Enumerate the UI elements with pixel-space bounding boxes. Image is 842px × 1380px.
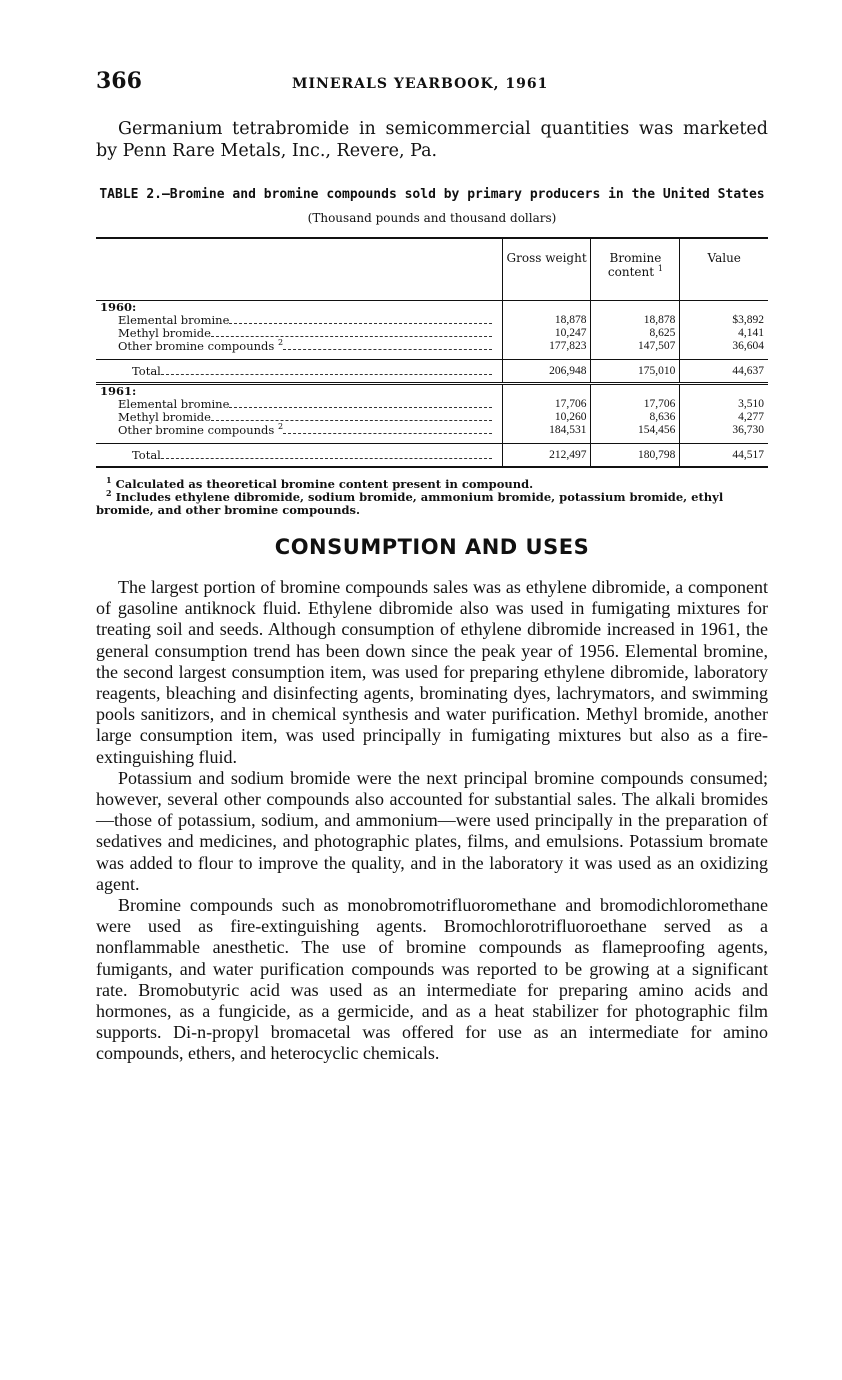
value-total: 44,517 <box>680 444 768 468</box>
bromine-content-total: 175,010 <box>591 360 680 384</box>
bromine-content-cell: 8,625 <box>591 327 680 340</box>
gross-weight-cell: 184,531 <box>502 424 591 437</box>
year-label: 1960: <box>100 300 137 314</box>
year-row-1960 <box>96 301 768 315</box>
page-number: 366 <box>96 68 142 94</box>
running-title: MINERALS YEARBOOK, 1961 <box>292 76 549 92</box>
table-row <box>96 424 768 437</box>
row-label: Elemental bromine <box>118 397 230 411</box>
gross-weight-cell: 10,260 <box>502 411 591 424</box>
row-label: Other bromine compounds <box>118 423 275 437</box>
gross-weight-total: 212,497 <box>502 444 591 468</box>
body-paragraph: The largest portion of bromine compounds sales was as ethylene dibromide, a component of gasoline antiknock fluid. Ethylene dibromide also was used in fumigating mixtures for treating soil and seeds. Although consumption of ethylene dibromide increased in 1961, the general consumption trend has been down since the peak year of 1956. Elemental bromine, the second largest consumption item, was used for preparing ethylene dibromide, laboratory reagents, bleaching and disinfecting agents, brominating dyes, lachrymators, and swimming pools sanitizors, and in chemical synthesis and water purification. Methyl bromide, another large consumption item, was used principally in fumigating mixtures but also as a fire-extinguishing fluid. <box>96 577 768 767</box>
total-label: Total <box>132 363 161 378</box>
body-paragraph: Potassium and sodium bromide were the next principal bromine compounds consumed; however, several other compounds also accounted for substantial sales. The alkali bromides—those of potassium, sodium, and ammonium—were used principally in the preparation of sedatives and medicines, and photographic plates, films, and emulsions. Potassium bromate was added to flour to improve the quality, and in the laboratory it was used as an oxidizing agent. <box>96 767 768 894</box>
body-paragraph: Bromine compounds such as monobromotrifluoromethane and bromodichloromethane were used as fire-extinguishing agents. Bromochlorotrifluoroethane served as a nonflammable anesthetic. The use of bromine compounds as flameproofing agents, fumigants, and water purification compounds was reported to be growing at a significant rate. Bromobutyric acid was used as an intermediate for preparing amino acids and hormones, as a fungicide, as a germicide, and as a heat stabilizer for photographic film supports. Di-n-propyl bromacetal was offered for use as an intermediate for amino compounds, ethers, and heterocyclic chemicals. <box>96 895 768 1064</box>
row-label: Methyl bromide <box>118 410 211 424</box>
total-row-1961 <box>96 444 768 468</box>
footnote-ref: 2 <box>277 338 284 348</box>
gross-weight-cell: 18,878 <box>502 314 591 327</box>
value-cell: $3,892 <box>680 314 768 327</box>
table-units: (Thousand pounds and thousand dollars) <box>307 211 557 225</box>
row-label: Other bromine compounds <box>118 339 275 353</box>
header-bromine-content: Bromine content $^1$ <box>591 238 680 301</box>
intro-paragraph: Germanium tetrabromide in semicommercial quantities was marketed by Penn Rare Metals, Inc., Revere, Pa. <box>96 119 768 161</box>
table-caption: TABLE 2.—Bromine and bromine compounds sold by primary producers in the United States <box>99 187 765 202</box>
row-label: Methyl bromide <box>118 326 211 340</box>
total-label: Total <box>132 447 161 462</box>
table-row <box>96 340 768 353</box>
value-cell: 36,604 <box>680 340 768 353</box>
running-head <box>96 68 768 98</box>
value-cell: 3,510 <box>680 398 768 411</box>
gross-weight-cell: 17,706 <box>502 398 591 411</box>
bromine-content-total: 180,798 <box>591 444 680 468</box>
table-header-row <box>96 238 768 301</box>
year-row-1961 <box>96 384 768 399</box>
header-gross-weight: Gross weight <box>502 238 591 301</box>
gross-weight-cell: 177,823 <box>502 340 591 353</box>
value-total: 44,637 <box>680 360 768 384</box>
header-label-blank <box>96 238 502 301</box>
gross-weight-cell: 10,247 <box>502 327 591 340</box>
table-footnotes <box>96 475 768 517</box>
section-title: CONSUMPTION AND USES <box>274 535 590 559</box>
value-cell: 36,730 <box>680 424 768 437</box>
footnote: $^1$ Calculated as theoretical bromine content present in compound. <box>106 475 534 491</box>
bromine-content-cell: 17,706 <box>591 398 680 411</box>
page <box>96 68 768 1065</box>
bromine-sales-table <box>96 237 768 468</box>
bromine-content-cell: 154,456 <box>591 424 680 437</box>
bromine-content-cell: 8,636 <box>591 411 680 424</box>
value-cell: 4,277 <box>680 411 768 424</box>
footnote-ref: 2 <box>277 422 284 432</box>
header-value: Value <box>680 238 768 301</box>
gross-weight-total: 206,948 <box>502 360 591 384</box>
total-row-1960 <box>96 360 768 384</box>
footnote-ref: 1 <box>657 264 663 273</box>
value-cell: 4,141 <box>680 327 768 340</box>
bromine-content-cell: 147,507 <box>591 340 680 353</box>
footnote: $^2$ Includes ethylene dibromide, sodium bromide, ammonium bromide, potassium bromide, ethyl bromide, and other bromine compounds. <box>96 488 724 517</box>
year-label: 1961: <box>100 384 137 398</box>
row-label: Elemental bromine <box>118 313 230 327</box>
bromine-content-cell: 18,878 <box>591 314 680 327</box>
